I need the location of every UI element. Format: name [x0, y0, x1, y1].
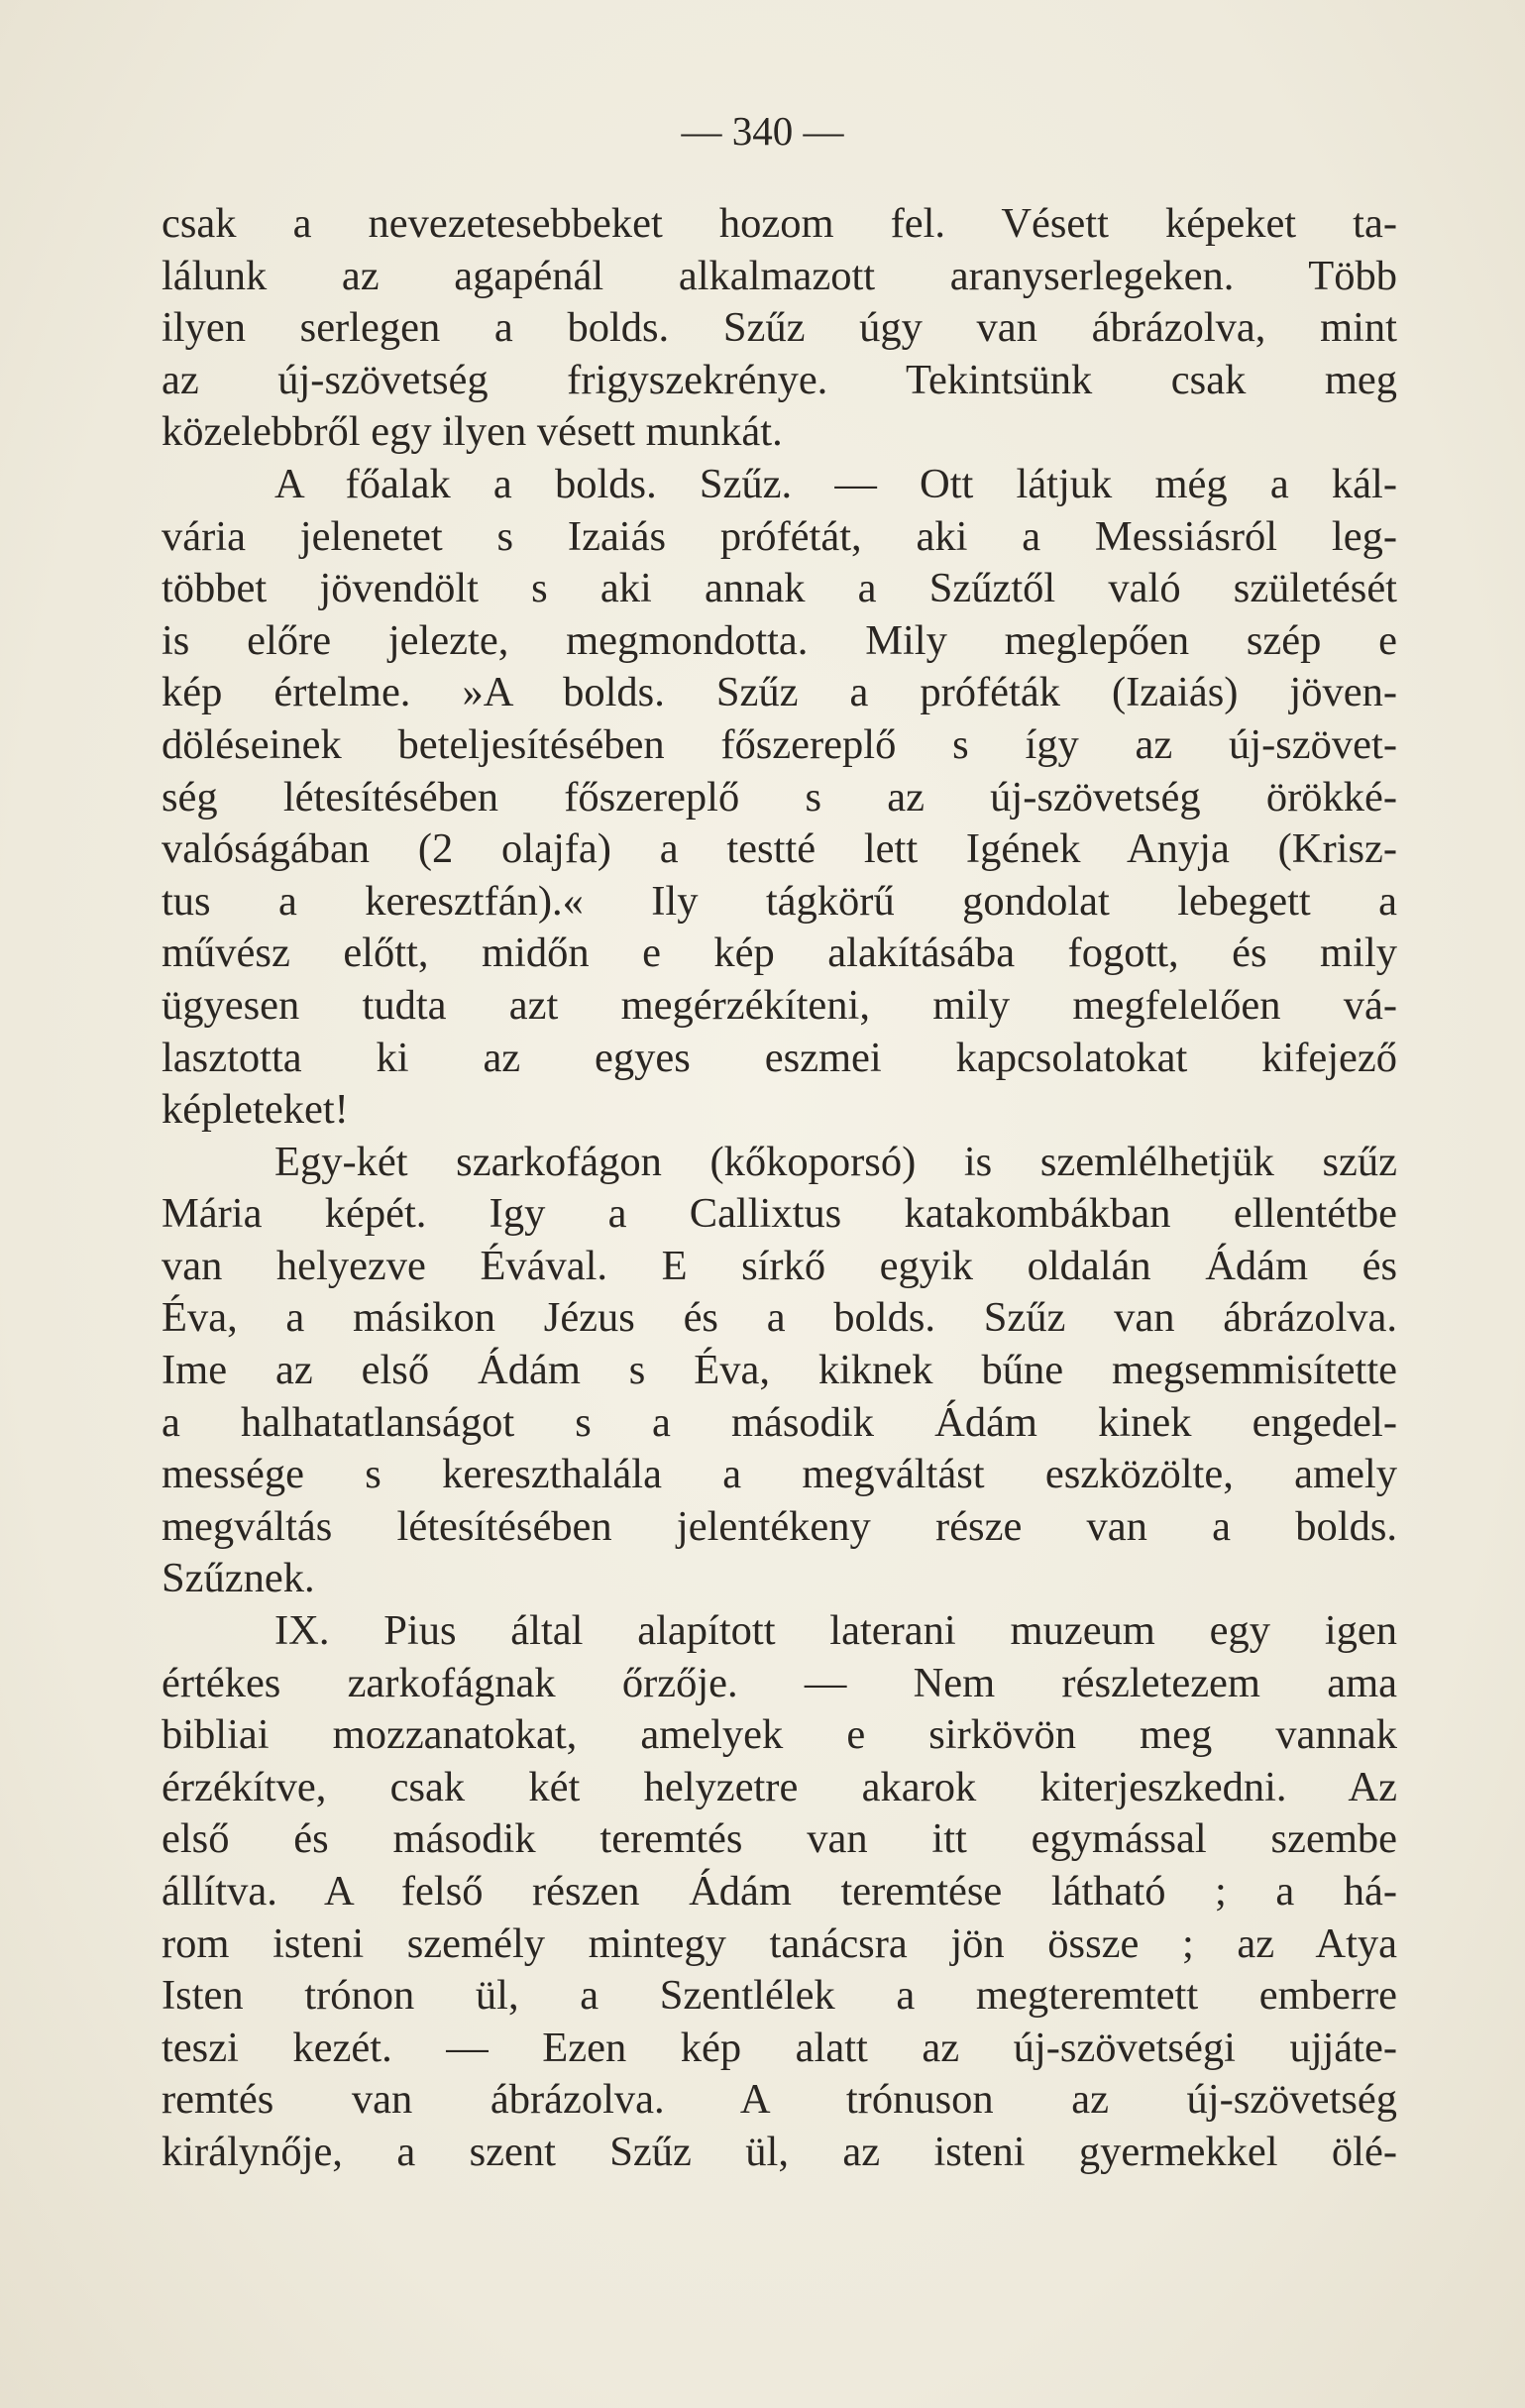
text-line: tus a keresztfán).« Ily tágkörű gondolat lebegett a	[162, 877, 1397, 925]
page-number: — 340 —	[681, 108, 844, 154]
text-line: képleteket!	[162, 1086, 349, 1134]
text-line: A főalak a bolds. Szűz. — Ott látjuk még a kál-	[274, 460, 1397, 507]
text-line: csak a nevezetesebbeket hozom fel. Vésett képeket ta-	[162, 200, 1397, 247]
text-line: bibliai mozzanatokat, amelyek e sirkövön meg vannak	[162, 1711, 1397, 1759]
text-line: Isten trónon ül, a Szentlélek a megteremtett emberre	[162, 1972, 1397, 2020]
text-line: teszi kezét. — Ezen kép alatt az új-szövetségi ujjáte-	[162, 2024, 1397, 2071]
text-line: valóságában (2 olajfa) a testté lett Igének Anyja (Krisz-	[162, 825, 1397, 873]
text-line: ügyesen tudta azt megérzékíteni, mily megfelelően vá-	[162, 981, 1397, 1029]
text-line: vária jelenetet s Izaiás prófétát, aki a Messiásról leg-	[162, 512, 1397, 560]
text-line: Szűznek.	[162, 1555, 315, 1602]
text-line: állítva. A felső részen Ádám teremtése látható ; a há-	[162, 1868, 1397, 1915]
text-line: megváltás létesítésében jelentékeny része van a bolds.	[162, 1502, 1397, 1550]
text-line: lálunk az agapénál alkalmazott aranyserlegeken. Több	[162, 252, 1397, 299]
text-line: a halhatatlanságot s a második Ádám kinek engedel-	[162, 1398, 1397, 1446]
text-line: Éva, a másikon Jézus és a bolds. Szűz van ábrázolva.	[162, 1294, 1397, 1342]
text-line: az új-szövetség frigyszekrénye. Tekintsünk csak meg	[162, 356, 1397, 403]
text-line: királynője, a szent Szűz ül, az isteni gyermekkel ölé-	[162, 2128, 1397, 2175]
text-line: első és második teremtés van itt egymással szembe	[162, 1815, 1397, 1863]
text-line: értékes zarkofágnak őrzője. — Nem részletezem ama	[162, 1659, 1397, 1706]
text-line: Ime az első Ádám s Éva, kiknek bűne megsemmisítette	[162, 1347, 1397, 1394]
text-line: Egy-két szarkofágon (kőkoporsó) is szemlélhetjük szűz	[274, 1138, 1397, 1185]
text-line: van helyezve Évával. E sírkő egyik oldalán Ádám és	[162, 1242, 1397, 1289]
text-line: Mária képét. Igy a Callixtus katakombákban ellentétbe	[162, 1190, 1397, 1238]
text-line: kép értelme. »A bolds. Szűz a próféták (Izaiás) jöven-	[162, 669, 1397, 716]
body-text	[162, 198, 1397, 2179]
text-line: művész előtt, midőn e kép alakításába fogott, és mily	[162, 930, 1397, 977]
text-line: közelebbről egy ilyen vésett munkát.	[162, 408, 783, 456]
text-line: lasztotta ki az egyes eszmei kapcsolatokat kifejező	[162, 1034, 1397, 1081]
text-line: ilyen serlegen a bolds. Szűz úgy van ábrázolva, mint	[162, 304, 1397, 352]
text-line: remtés van ábrázolva. A trónuson az új-szövetség	[162, 2076, 1397, 2124]
text-line: ség létesítésében főszereplő s az új-szövetség örökké-	[162, 773, 1397, 821]
text-line: is előre jelezte, megmondotta. Mily meglepően szép e	[162, 616, 1397, 664]
text-line: érzékítve, csak két helyzetre akarok kiterjeszkedni. Az	[162, 1763, 1397, 1810]
text-line: döléseinek beteljesítésében főszereplő s így az új-szövet-	[162, 720, 1397, 768]
text-line: IX. Pius által alapított laterani muzeum egy igen	[274, 1607, 1397, 1655]
text-line: rom isteni személy mintegy tanácsra jön össze ; az Atya	[162, 1919, 1397, 1967]
text-line: messége s kereszthalála a megváltást eszközölte, amely	[162, 1451, 1397, 1498]
text-line: többet jövendölt s aki annak a Szűztől való születését	[162, 565, 1397, 612]
